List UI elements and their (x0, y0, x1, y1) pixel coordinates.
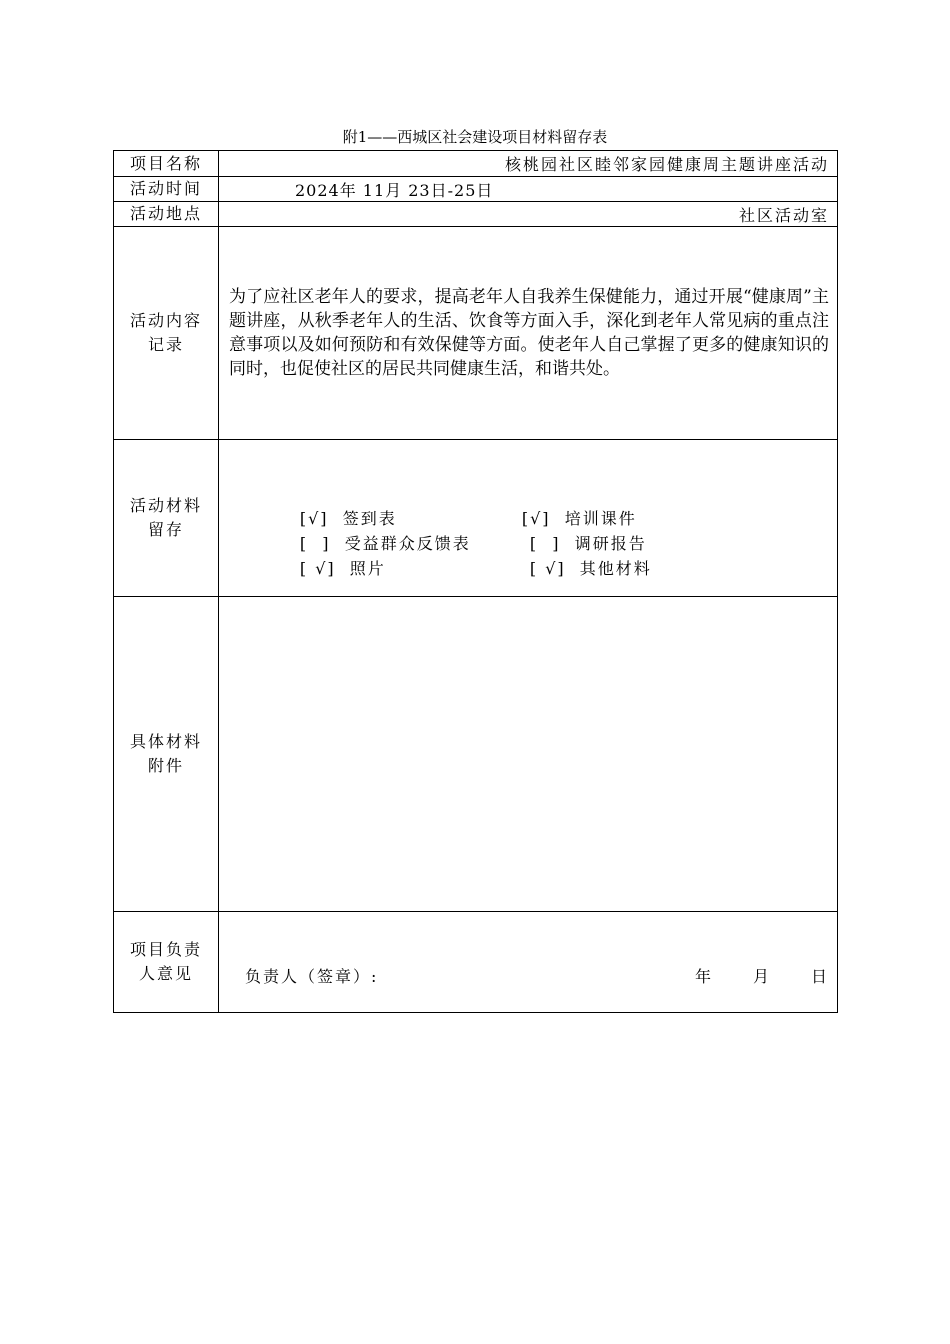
checkbox-mark: [√] (299, 509, 329, 528)
row-activity-content (114, 227, 838, 440)
attachments-cell (219, 597, 838, 912)
material-label: 其他材料 (579, 559, 652, 578)
materials-label: 活动材料留存 (114, 440, 219, 597)
checkbox-mark: [√] (521, 509, 551, 528)
opinion-cell (219, 912, 838, 1013)
activity-place-value: 社区活动室 (219, 202, 838, 227)
material-label: 培训课件 (564, 509, 637, 528)
row-opinion (114, 912, 838, 1013)
signature-label: 负责人（签章）: (245, 967, 379, 986)
material-label: 受益群众反馈表 (344, 534, 471, 553)
row-materials (114, 440, 838, 597)
project-name-value: 核桃园社区睦邻家园健康周主题讲座活动 (219, 151, 838, 177)
material-retention-table (113, 150, 838, 1013)
material-label: 调研报告 (574, 534, 647, 553)
materials-cell (219, 440, 838, 597)
opinion-label: 项目负责人意见 (114, 912, 219, 1013)
date-year: 年 (695, 967, 712, 986)
row-attachments (114, 597, 838, 912)
materials-checklist (219, 440, 837, 596)
checkbox-mark: [ √] (299, 559, 336, 578)
material-item-photos (229, 533, 386, 605)
checkbox-mark: [ ] (299, 534, 331, 553)
content-cell (219, 227, 838, 440)
activity-time-label: 活动时间 (114, 177, 219, 202)
activity-time-value: 2024年 11月 23日-25日 (219, 177, 838, 202)
row-activity-time (114, 177, 838, 202)
row-activity-place (114, 202, 838, 227)
checkbox-mark: [ √] (529, 559, 566, 578)
content-label: 活动内容记录 (114, 227, 219, 440)
row-project-name (114, 151, 838, 177)
content-text: 为了应社区老年人的要求，提高老年人自我养生保健能力，通过开展“健康周”主题讲座，从秋季老年人的生活、饮食等方面入手，深化到老年人常见病的重点注意事项以及如何预防和有效保健等方面。使老年人自己掌握了更多的健康知识的同时，也促使社区的居民共同健康生活，和谐共处。 (229, 287, 829, 379)
date-day: 日 (811, 967, 828, 986)
document-title: 附1——西城区社会建设项目材料留存表 (342, 128, 608, 146)
project-name-label: 项目名称 (114, 151, 219, 177)
checkbox-mark: [ ] (529, 534, 561, 553)
signature-line (219, 912, 837, 1012)
attachments-label: 具体材料附件 (114, 597, 219, 912)
activity-place-label: 活动地点 (114, 202, 219, 227)
material-label: 签到表 (342, 509, 397, 528)
material-item-other (459, 533, 652, 605)
date-month: 月 (753, 967, 770, 986)
material-label: 照片 (349, 559, 386, 578)
